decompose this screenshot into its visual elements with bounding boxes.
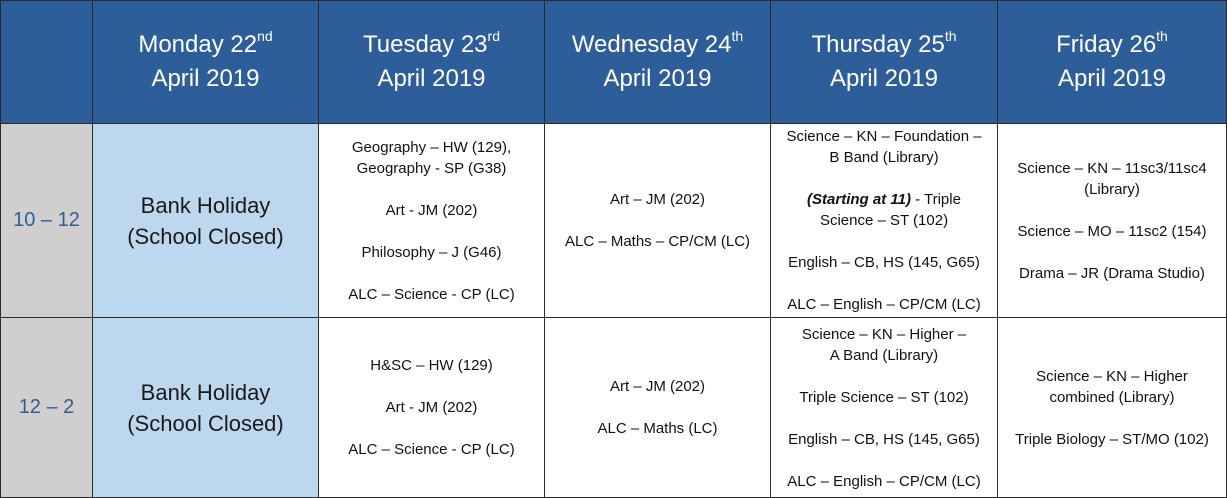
holiday-note: (School Closed)	[127, 410, 284, 436]
wednesday-sessions	[545, 318, 771, 498]
session-entry: Art - JM (202)	[385, 201, 478, 219]
session-entry: Geography - SP (G38)	[356, 159, 507, 177]
holiday-label: Bank Holiday	[140, 192, 271, 218]
day-label: Thursday 25	[811, 31, 945, 58]
day-header-tuesday	[319, 1, 545, 124]
day-ordinal: th	[1156, 28, 1168, 44]
session-entry	[771, 189, 997, 210]
session-entry: Science – KN – Foundation –	[786, 128, 982, 145]
session-entry: English – CB, HS (145, G65)	[788, 430, 980, 448]
session-entry: combined (Library)	[1049, 388, 1175, 406]
day-ordinal: th	[944, 28, 957, 44]
thursday-sessions	[771, 124, 998, 318]
session-entry: Science – KN – Higher –	[801, 325, 967, 343]
holiday-note: (School Closed)	[127, 223, 284, 249]
month-label: April 2019	[1057, 65, 1167, 92]
session-entry: A Band (Library)	[829, 346, 939, 364]
tuesday-sessions	[319, 318, 545, 498]
day-label: Wednesday 24	[571, 31, 732, 58]
day-header-monday	[93, 1, 319, 124]
session-entry: Science – KN – 11sc3/11sc4	[1017, 159, 1207, 177]
session-text: - Triple	[910, 191, 961, 208]
holiday-label: Bank Holiday	[140, 379, 271, 405]
month-label: April 2019	[603, 65, 712, 92]
day-ordinal: rd	[487, 28, 500, 44]
session-entry: ALC – Maths (LC)	[597, 420, 718, 437]
day-label: Friday 26	[1056, 31, 1157, 58]
session-entry: Art - JM (202)	[385, 399, 478, 416]
session-entry: Science – ST (102)	[819, 212, 949, 229]
session-row-midday	[1, 318, 1227, 498]
day-label: Monday 22	[138, 31, 258, 58]
session-entry: Art – JM (202)	[609, 378, 706, 395]
session-entry: Philosophy – J (G46)	[361, 243, 502, 261]
time-slot: 12 – 2	[1, 318, 93, 498]
month-label: April 2019	[829, 65, 939, 92]
thursday-sessions	[771, 318, 998, 498]
friday-sessions	[998, 318, 1227, 498]
day-ordinal: th	[731, 28, 744, 44]
day-ordinal: nd	[257, 28, 273, 44]
bank-holiday-cell	[93, 318, 319, 498]
session-entry: (Library)	[1084, 180, 1140, 198]
header-row	[1, 1, 1227, 124]
month-label: April 2019	[151, 65, 260, 92]
session-entry: Science – MO – 11sc2 (154)	[1017, 222, 1207, 240]
corner-cell	[1, 1, 93, 124]
session-entry: ALC – English – CP/CM (LC)	[787, 296, 981, 313]
session-entry: ALC – Science - CP (LC)	[348, 441, 515, 458]
session-row-morning	[1, 124, 1227, 318]
day-header-wednesday	[545, 1, 771, 124]
month-label: April 2019	[377, 65, 486, 92]
session-entry: Triple Biology – ST/MO (102)	[1015, 430, 1209, 448]
day-header-thursday	[771, 1, 998, 124]
bank-holiday-cell	[93, 124, 319, 318]
session-entry: Science – KN – Higher	[1036, 367, 1188, 385]
friday-sessions	[998, 124, 1227, 318]
time-slot: 10 – 12	[1, 124, 93, 318]
day-label: Tuesday 23	[363, 31, 488, 58]
session-entry: Triple Science – ST (102)	[799, 388, 969, 406]
session-entry: H&SC – HW (129)	[370, 357, 493, 374]
session-entry: B Band (Library)	[829, 149, 939, 166]
session-entry: Geography – HW (129),	[351, 138, 512, 156]
session-entry: ALC – Science - CP (LC)	[348, 285, 515, 303]
tuesday-sessions	[319, 124, 545, 318]
session-entry: English – CB, HS (145, G65)	[788, 254, 980, 271]
day-header-friday	[998, 1, 1227, 124]
start-time-note: (Starting at 11)	[807, 191, 911, 208]
session-entry: Art – JM (202)	[609, 191, 706, 208]
session-entry: ALC – English – CP/CM (LC)	[787, 472, 981, 490]
session-entry: ALC – Maths – CP/CM (LC)	[564, 233, 751, 250]
session-entry: Drama – JR (Drama Studio)	[1019, 264, 1205, 282]
wednesday-sessions	[545, 124, 771, 318]
